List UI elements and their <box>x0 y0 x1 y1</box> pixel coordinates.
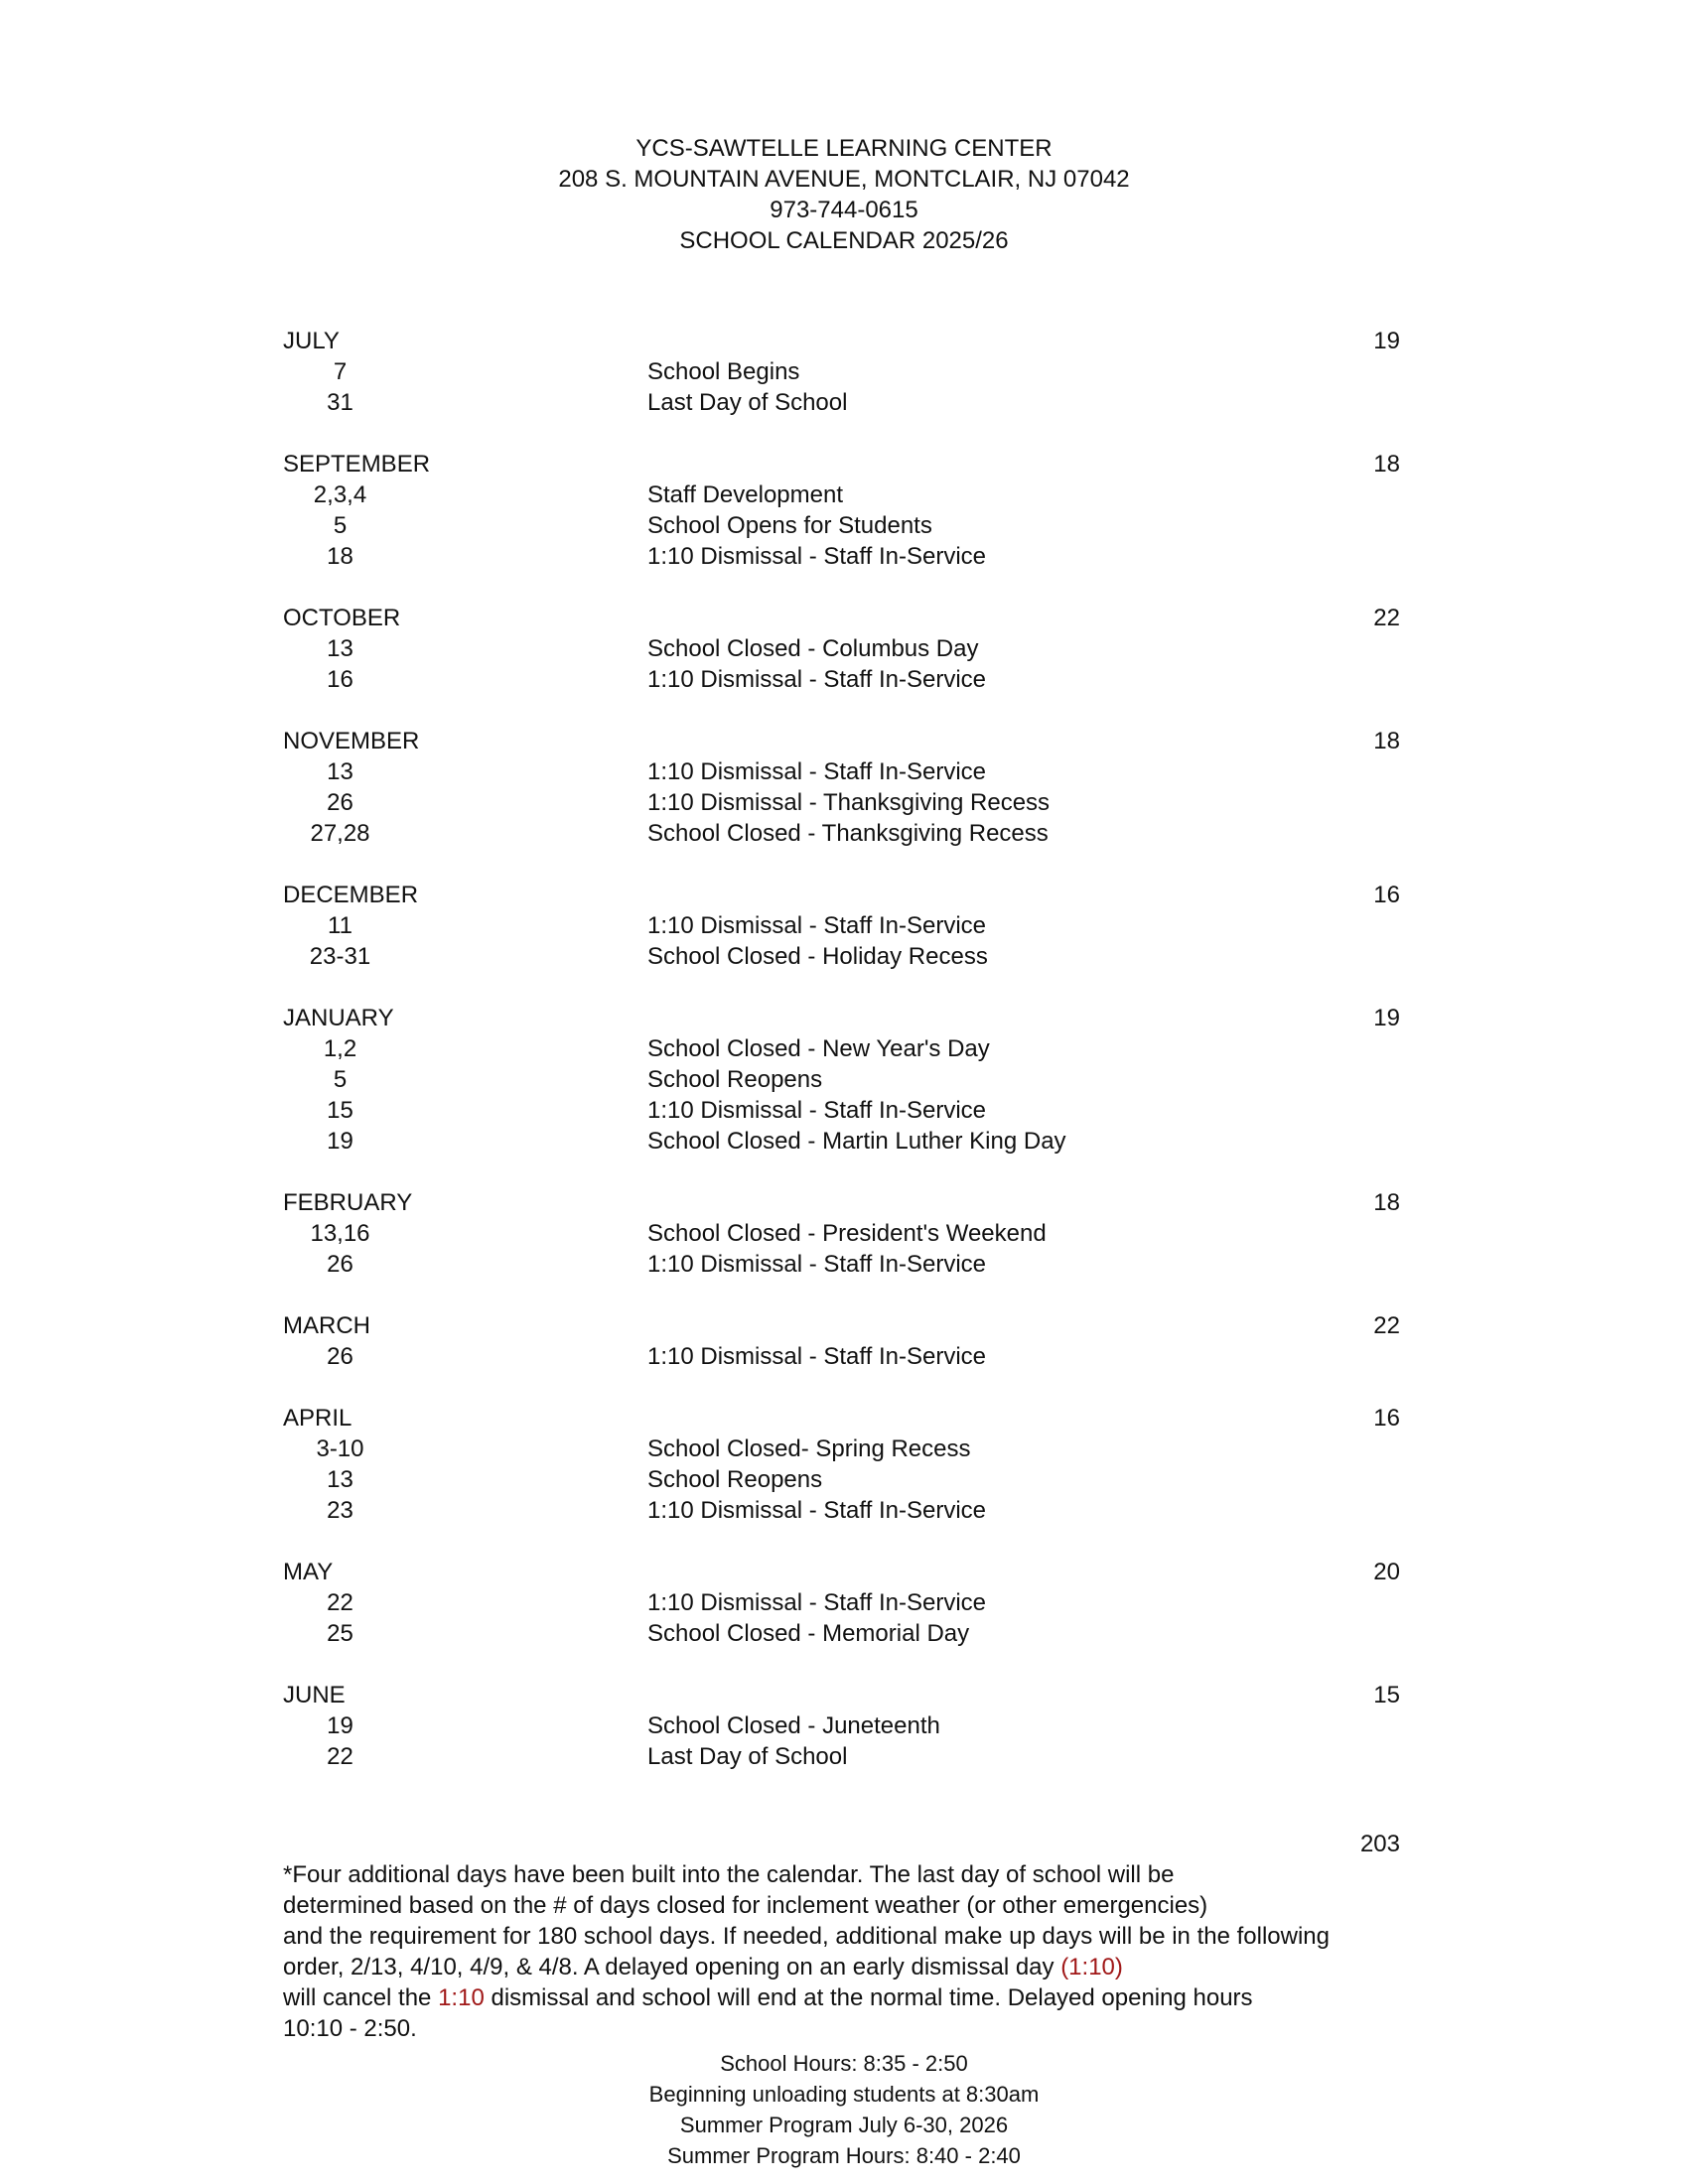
event-description: 1:10 Dismissal - Staff In-Service <box>647 912 987 939</box>
calendar-event-row <box>283 1464 1400 1495</box>
month-school-days: 20 <box>1373 1559 1400 1585</box>
school-name: YCS-SAWTELLE LEARNING CENTER <box>635 135 1053 162</box>
calendar-event-row <box>283 664 1400 695</box>
month-header <box>283 449 1400 479</box>
calendar-event-row <box>283 1433 1400 1464</box>
calendar-event-row <box>283 1341 1400 1372</box>
month-header <box>283 1003 1400 1033</box>
event-dates: 26 <box>327 1251 353 1278</box>
calendar-event-row <box>283 1495 1400 1526</box>
event-description: School Begins <box>647 358 800 385</box>
month-block-july <box>283 326 1400 418</box>
month-header <box>283 1403 1400 1433</box>
event-description: School Closed - Martin Luther King Day <box>647 1128 1066 1155</box>
month-name: FEBRUARY <box>283 1189 413 1216</box>
event-dates: 13 <box>327 1466 353 1493</box>
event-dates: 22 <box>327 1743 353 1770</box>
event-dates: 3-10 <box>316 1435 364 1462</box>
month-name: MAY <box>283 1559 334 1585</box>
month-header <box>283 603 1400 633</box>
event-description: 1:10 Dismissal - Staff In-Service <box>647 1497 987 1524</box>
month-block-january <box>283 1003 1400 1157</box>
calendar-event-row <box>283 756 1400 787</box>
month-school-days: 16 <box>1373 882 1400 908</box>
event-description: 1:10 Dismissal - Staff In-Service <box>647 1251 987 1278</box>
calendar-event-row <box>283 787 1400 818</box>
event-dates: 25 <box>327 1620 353 1647</box>
event-description: 1:10 Dismissal - Staff In-Service <box>647 543 987 570</box>
note-line: *Four additional days have been built into the calendar. The last day of school will be <box>283 1861 1175 1888</box>
event-description: Last Day of School <box>647 389 848 416</box>
month-block-october <box>283 603 1400 695</box>
note-line <box>283 1952 1405 1982</box>
event-description: School Closed - Thanksgiving Recess <box>647 820 1049 847</box>
month-block-november <box>283 726 1400 849</box>
event-dates: 26 <box>327 1343 353 1370</box>
note-text: dismissal and school will end at the normal time. Delayed opening hours <box>484 1984 1253 2011</box>
month-name: NOVEMBER <box>283 728 420 754</box>
event-dates: 27,28 <box>310 820 370 847</box>
event-dates: 22 <box>327 1589 353 1616</box>
month-block-june <box>283 1680 1400 1772</box>
month-header <box>283 326 1400 356</box>
event-description: School Reopens <box>647 1066 823 1093</box>
event-dates: 19 <box>327 1712 353 1739</box>
month-name: JULY <box>283 328 340 354</box>
month-name: JANUARY <box>283 1005 394 1031</box>
month-school-days: 16 <box>1373 1405 1400 1432</box>
month-school-days: 15 <box>1373 1682 1400 1708</box>
event-description: School Reopens <box>647 1466 823 1493</box>
event-description: School Closed - Juneteenth <box>647 1712 940 1739</box>
event-dates: 13,16 <box>310 1220 370 1247</box>
event-description: Last Day of School <box>647 1743 848 1770</box>
calendar-event-row <box>283 818 1400 849</box>
month-block-february <box>283 1187 1400 1280</box>
calendar-event-row <box>283 1741 1400 1772</box>
event-dates: 11 <box>328 912 352 939</box>
event-dates: 23 <box>327 1497 353 1524</box>
event-dates: 2,3,4 <box>313 481 367 508</box>
event-description: School Closed - Memorial Day <box>647 1620 970 1647</box>
event-dates: 1,2 <box>323 1035 357 1062</box>
month-header <box>283 1680 1400 1710</box>
note-line: 10:10 - 2:50. <box>283 2015 417 2042</box>
calendar-event-row <box>283 1587 1400 1618</box>
month-header <box>283 880 1400 910</box>
month-block-september <box>283 449 1400 572</box>
document-header <box>0 133 1688 256</box>
total-days: 203 <box>1359 1831 1400 1857</box>
month-header <box>283 1187 1400 1218</box>
month-name: SEPTEMBER <box>283 451 431 478</box>
summer-program-hours: Summer Program Hours: 8:40 - 2:40 <box>667 2143 1021 2168</box>
month-header <box>283 1310 1400 1341</box>
month-school-days: 18 <box>1373 1189 1400 1216</box>
event-description: School Opens for Students <box>647 512 932 539</box>
event-description: School Closed- Spring Recess <box>647 1435 971 1462</box>
note-line <box>283 1982 1405 2013</box>
calendar-event-row <box>283 633 1400 664</box>
event-description: School Closed - Holiday Recess <box>647 943 988 970</box>
event-description: 1:10 Dismissal - Staff In-Service <box>647 666 987 693</box>
note-line: and the requirement for 180 school days. If needed, additional make up days will be in the following <box>283 1923 1330 1950</box>
note-text: order, 2/13, 4/10, 4/9, & 4/8. A delayed opening on an early dismissal day <box>283 1954 1061 1980</box>
month-school-days: 19 <box>1373 328 1400 354</box>
event-dates: 13 <box>327 635 353 662</box>
month-name: DECEMBER <box>283 882 419 908</box>
calendar-event-row <box>283 356 1400 387</box>
calendar-event-row <box>283 1249 1400 1280</box>
event-dates: 5 <box>333 512 348 539</box>
calendar-list <box>283 326 1400 1803</box>
school-address: 208 S. MOUNTAIN AVENUE, MONTCLAIR, NJ 07042 <box>558 166 1130 193</box>
calendar-event-row <box>283 387 1400 418</box>
month-header <box>283 1557 1400 1587</box>
calendar-event-row <box>283 1218 1400 1249</box>
month-name: OCTOBER <box>283 605 401 631</box>
event-description: 1:10 Dismissal - Staff In-Service <box>647 758 987 785</box>
month-school-days: 18 <box>1373 728 1400 754</box>
event-description: Staff Development <box>647 481 844 508</box>
calendar-event-row <box>283 1064 1400 1095</box>
early-dismissal-highlight: (1:10) <box>1060 1954 1123 1980</box>
event-description: 1:10 Dismissal - Staff In-Service <box>647 1589 987 1616</box>
event-description: School Closed - President's Weekend <box>647 1220 1047 1247</box>
event-dates: 15 <box>327 1097 353 1124</box>
event-dates: 18 <box>327 543 353 570</box>
month-block-may <box>283 1557 1400 1649</box>
event-description: 1:10 Dismissal - Staff In-Service <box>647 1097 987 1124</box>
note-text: will cancel the <box>283 1984 439 2011</box>
calendar-event-row <box>283 479 1400 510</box>
calendar-event-row <box>283 1710 1400 1741</box>
month-school-days: 19 <box>1373 1005 1400 1031</box>
school-phone: 973-744-0615 <box>770 197 918 223</box>
month-school-days: 18 <box>1373 451 1400 478</box>
month-name: JUNE <box>283 1682 346 1708</box>
calendar-title: SCHOOL CALENDAR 2025/26 <box>679 227 1009 254</box>
month-school-days: 22 <box>1373 1312 1400 1339</box>
event-dates: 19 <box>327 1128 353 1155</box>
calendar-event-row <box>283 510 1400 541</box>
month-header <box>283 726 1400 756</box>
month-name: MARCH <box>283 1312 370 1339</box>
calendar-event-row <box>283 910 1400 941</box>
month-block-december <box>283 880 1400 972</box>
calendar-event-row <box>283 1095 1400 1126</box>
month-block-march <box>283 1310 1400 1372</box>
event-description: 1:10 Dismissal - Staff In-Service <box>647 1343 987 1370</box>
note-line: determined based on the # of days closed for inclement weather (or other emergencies) <box>283 1892 1208 1919</box>
event-dates: 7 <box>333 358 348 385</box>
event-dates: 31 <box>327 389 353 416</box>
event-dates: 26 <box>327 789 353 816</box>
dismissal-time-highlight: 1:10 <box>438 1984 485 2011</box>
month-name: APRIL <box>283 1405 352 1432</box>
event-dates: 16 <box>327 666 353 693</box>
event-dates: 23-31 <box>309 943 371 970</box>
calendar-event-row <box>283 1126 1400 1157</box>
unloading-time: Beginning unloading students at 8:30am <box>648 2082 1040 2107</box>
school-hours: School Hours: 8:35 - 2:50 <box>720 2051 968 2076</box>
calendar-event-row <box>283 1033 1400 1064</box>
calendar-event-row <box>283 941 1400 972</box>
calendar-note <box>283 1859 1405 2044</box>
event-description: School Closed - New Year's Day <box>647 1035 990 1062</box>
event-description: School Closed - Columbus Day <box>647 635 979 662</box>
month-block-april <box>283 1403 1400 1526</box>
school-hours-footer <box>0 2048 1688 2171</box>
calendar-event-row <box>283 541 1400 572</box>
calendar-event-row <box>283 1618 1400 1649</box>
summer-program-dates: Summer Program July 6-30, 2026 <box>679 2113 1009 2137</box>
event-dates: 13 <box>327 758 353 785</box>
month-school-days: 22 <box>1373 605 1400 631</box>
event-description: 1:10 Dismissal - Thanksgiving Recess <box>647 789 1051 816</box>
event-dates: 5 <box>333 1066 348 1093</box>
